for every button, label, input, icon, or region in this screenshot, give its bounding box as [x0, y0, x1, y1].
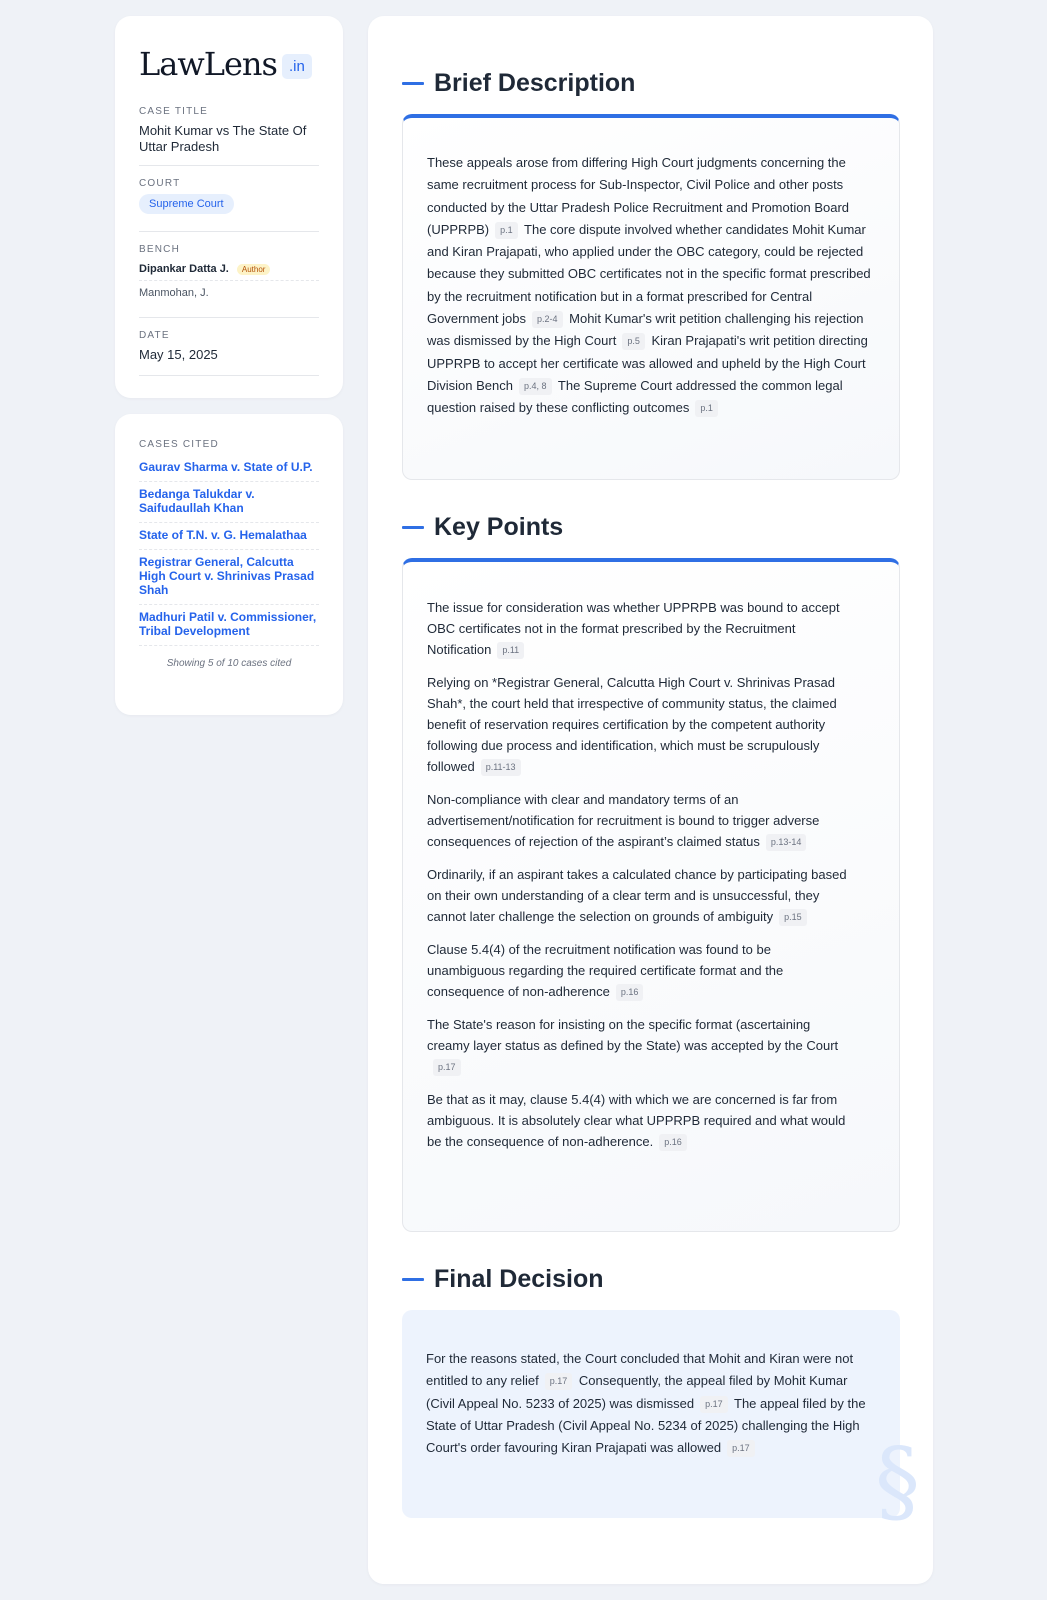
brief-sentence: These appeals arose from differing High Court judgments concerning the same recruitment process for Sub-Inspector, Civil Police and other posts conducted by the Uttar Pradesh Police Recruitment and Promotion Board (UPPRPB) [427, 155, 850, 237]
date-label: DATE [139, 330, 170, 341]
judge-author [139, 263, 319, 281]
main-content-card [368, 16, 933, 1584]
final-decision-text [426, 1348, 878, 1459]
court-label: COURT [139, 178, 181, 189]
page-citation[interactable]: p.5 [622, 333, 645, 350]
brief-description-text [427, 152, 879, 420]
case-title-label: CASE TITLE [139, 106, 209, 117]
cited-case-link[interactable]: Madhuri Patil v. Commissioner, Tribal Development [139, 605, 319, 646]
key-point-item [427, 939, 847, 1002]
key-point-text: Clause 5.4(4) of the recruitment notification was found to be unambiguous regarding the required certificate format and the consequence of non-adherence [427, 942, 784, 999]
decision-sentence: For the reasons stated, the Court concluded that Mohit and Kiran were not entitled to any relief [426, 1351, 854, 1389]
section-symbol-watermark: § [875, 1429, 920, 1534]
author-badge: Author [237, 264, 271, 275]
key-point-item [427, 1014, 847, 1077]
case-info-card [115, 16, 343, 398]
key-point-item [427, 672, 847, 777]
brand-name: LawLens [139, 45, 277, 83]
cited-case-link[interactable]: State of T.N. v. G. Hemalathaa [139, 523, 319, 550]
key-points-list [427, 597, 847, 1164]
brief-sentence: Kiran Prajapati's writ petition directing UPPRPB to accept her certificate was allowed and upheld by the High Court Division Bench [427, 333, 868, 393]
page-citation[interactable]: p.11 [497, 642, 524, 659]
cases-cited-label: CASES CITED [139, 439, 219, 450]
brief-description-header [402, 69, 635, 98]
brand-tld-badge: .in [282, 54, 312, 79]
final-decision-panel [402, 1310, 920, 1534]
key-point-item [427, 597, 847, 660]
brand-logo[interactable] [139, 44, 319, 84]
case-title: Mohit Kumar vs The State Of Uttar Pradesh [139, 123, 307, 154]
cases-cited-count: Showing 5 of 10 cases cited [166, 658, 292, 669]
key-point-text: Relying on *Registrar General, Calcutta High Court v. Shrinivas Prasad Shah*, the court held that irrespective of community status, the claimed benefit of reservation requires certification by the competent authority following due process and identification, which must be scrupulously followed [427, 675, 837, 774]
brief-description-panel [402, 114, 900, 480]
brief-description-heading: Brief Description [434, 69, 636, 97]
section-accent-bar [402, 82, 424, 85]
decision-sentence: The appeal filed by the State of Uttar Pradesh (Civil Appeal No. 5234 of 2025) challenging the High Court's order favouring Kiran Prajapati was allowed [426, 1395, 866, 1456]
section-accent-bar [402, 1278, 424, 1281]
final-decision-header [402, 1265, 603, 1294]
date-block [139, 318, 319, 376]
brief-sentence: The Supreme Court addressed the common legal question raised by these conflicting outcomes [427, 377, 843, 416]
key-point-text: Ordinarily, if an aspirant takes a calculated chance by participating based on their own understanding of a clear term and is unsuccessful, they cannot later challenge the selection on grounds of ambiguity [427, 867, 847, 924]
page-citation[interactable]: p.17 [545, 1373, 573, 1390]
key-points-heading: Key Points [434, 513, 564, 541]
judge-name: Dipankar Datta J. [139, 263, 229, 275]
page-citation[interactable]: p.17 [700, 1396, 728, 1413]
final-decision-heading: Final Decision [434, 1265, 604, 1293]
page-citation[interactable]: p.1 [695, 400, 718, 417]
cited-case-link[interactable]: Bedanga Talukdar v. Saifudaullah Khan [139, 482, 319, 523]
bench-block [139, 232, 319, 318]
page-citation[interactable]: p.15 [779, 909, 807, 926]
brief-sentence: Mohit Kumar's writ petition challenging his rejection was dismissed by the High Court [427, 311, 864, 349]
page-citation[interactable]: p.16 [659, 1134, 687, 1151]
section-accent-bar [402, 526, 424, 529]
page-citation[interactable]: p.13-14 [766, 834, 807, 851]
page-citation[interactable]: p.1 [495, 222, 518, 239]
key-point-text: Be that as it may, clause 5.4(4) with which we are concerned is far from ambiguous. It is absolutely clear what UPPRPB required and what would be the consequence of non-adherence. [427, 1092, 846, 1149]
bench-label: BENCH [139, 244, 181, 255]
cases-cited-card [115, 414, 343, 715]
key-points-panel [402, 558, 900, 1232]
cases-cited-list [139, 460, 319, 646]
key-point-item [427, 864, 847, 927]
page-citation[interactable]: p.4, 8 [519, 378, 552, 395]
key-point-item [427, 1089, 847, 1152]
key-point-item [427, 789, 847, 852]
court-badge: Supreme Court [139, 194, 234, 214]
cited-case-link[interactable]: Gaurav Sharma v. State of U.P. [139, 460, 319, 482]
cited-case-link[interactable]: Registrar General, Calcutta High Court v. Shrinivas Prasad Shah [139, 550, 319, 605]
key-point-text: The State's reason for insisting on the specific format (ascertaining creamy layer status as defined by the State) was accepted by the Court [427, 1017, 839, 1053]
decision-sentence: Consequently, the appeal filed by Mohit Kumar (Civil Appeal No. 5233 of 2025) was dismissed [426, 1373, 848, 1411]
page-citation[interactable]: p.17 [433, 1059, 461, 1076]
judgment-date: May 15, 2025 [139, 347, 218, 362]
page-citation[interactable]: p.11-13 [481, 759, 521, 776]
key-point-text: The issue for consideration was whether UPPRPB was bound to accept OBC certificates not in the format prescribed by the Recruitment Notification [427, 600, 840, 657]
page-citation[interactable]: p.2-4 [532, 311, 563, 328]
brief-sentence: The core dispute involved whether candidates Mohit Kumar and Kiran Prajapati, who applied under the OBC category, could be rejected because they submitted OBC certificates not in the specific format prescribed by the recruitment notification but in a format prescribed for Central Government jobs [427, 221, 871, 327]
key-points-header [402, 513, 563, 542]
page-citation[interactable]: p.17 [727, 1440, 755, 1457]
key-point-text: Non-compliance with clear and mandatory terms of an advertisement/notification for recruitment is bound to trigger adverse consequences of rejection of the aspirant’s claimed status [427, 792, 820, 849]
case-title-block [139, 106, 319, 166]
court-block [139, 166, 319, 232]
page-citation[interactable]: p.16 [616, 984, 644, 1001]
judge-name: Manmohan, J. [139, 287, 209, 299]
